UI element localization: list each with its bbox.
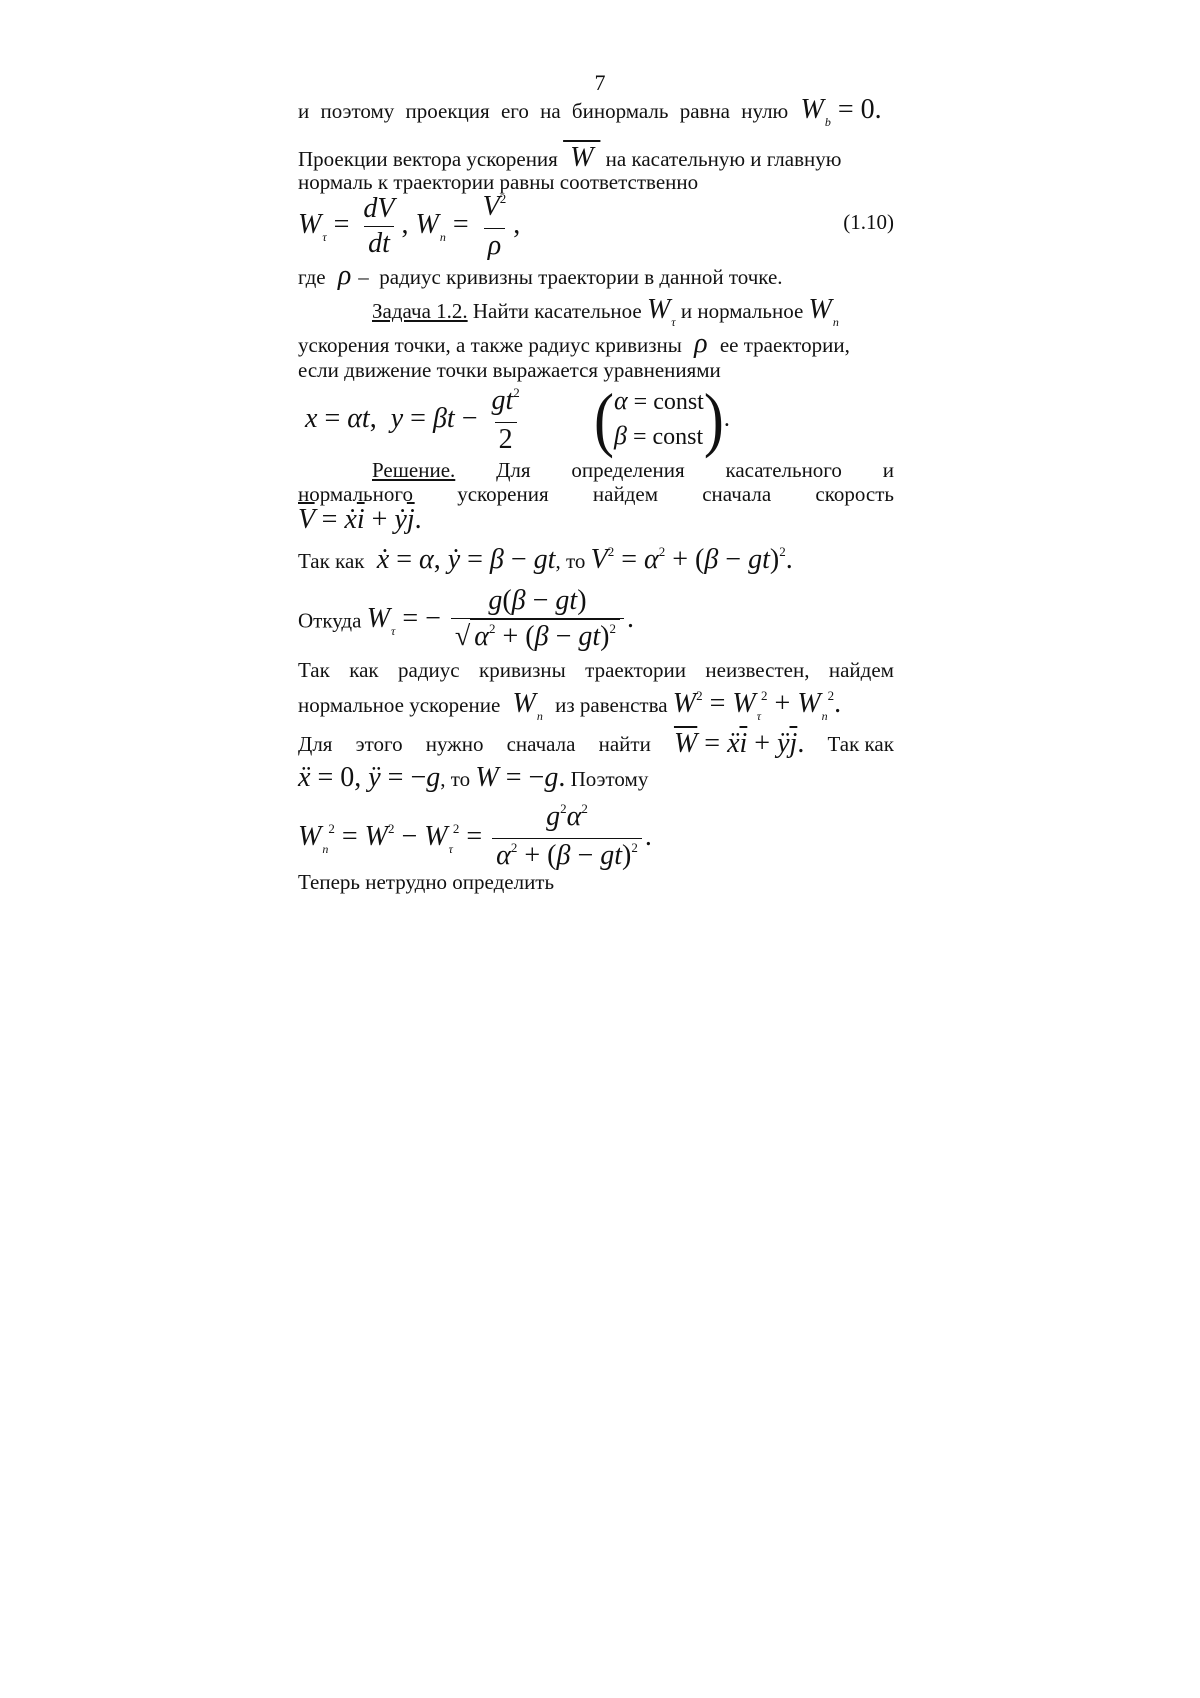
equation-1-10 [298, 190, 894, 260]
equation-motion [298, 379, 894, 459]
text: радиус кривизны траектории в данной точке. [379, 265, 783, 289]
formula: ẍ = 0, ÿ = −g [298, 762, 441, 793]
formula-wb: $W_b = 0$. [793, 94, 882, 129]
text: определения [571, 458, 685, 482]
text: этого [355, 732, 403, 756]
equation-number: (1.10) [843, 210, 894, 234]
text: если движение точки выражается уравнениями [298, 358, 721, 382]
text: Проекции вектора ускорения [298, 147, 558, 171]
text: Так [298, 658, 330, 682]
text: Для [298, 732, 333, 756]
constants-block: ( α = const β = const ) . [594, 379, 730, 459]
text: и [882, 458, 894, 482]
text: ускорения точки, а также радиус кривизны [298, 333, 682, 357]
line-radius-unknown [298, 656, 894, 684]
text: то [450, 767, 471, 791]
line-task [298, 296, 968, 328]
text: нужно [425, 732, 484, 756]
symbol-rho: ρ [687, 328, 715, 359]
text: найдем [592, 482, 658, 506]
text: из равенства [555, 693, 668, 717]
text: на касательную и главную [605, 147, 842, 171]
line-radius [298, 330, 894, 359]
text: где [298, 265, 326, 289]
task-label: Задача 1.2. [372, 299, 468, 323]
line-rho: где ρ – радиус кривизны траектории в данной точке. [298, 260, 783, 291]
text: нормаль к траектории равны соответственно [298, 170, 699, 194]
text: ее траектории, [719, 333, 850, 357]
text: найти [598, 732, 651, 756]
line-normal-accel [298, 690, 894, 722]
symbol-rho: ρ [330, 260, 359, 291]
formula: ẋ = α, ẏ = β − gt [369, 544, 556, 575]
formula: $W_n^2 = W^2 - W_\tau^2$ = $\frac{g^2\alpha^2}{\alpha^2 + (\beta - gt)^2}$ . [298, 821, 652, 852]
text: Для [496, 458, 531, 482]
formula-wtau-result [298, 584, 894, 654]
text: Найти касательное [472, 299, 642, 323]
symbol-wn: $W_n$ [808, 294, 839, 329]
line-derivatives: Так как ẋ = α, ẏ = β − gt, то $V^2 = \alpha^2 + (\beta - gt)^2$. [298, 544, 793, 575]
formula-wn-squared [298, 800, 894, 870]
text: то [565, 549, 586, 573]
text: и поэтому проекция его на бинормаль равна нулю [298, 99, 789, 123]
text: скорость [815, 482, 894, 506]
line-acceleration [298, 730, 894, 758]
symbol-wtau: $W_\tau$ [646, 294, 676, 329]
text: нормального [298, 482, 413, 506]
text: касательного [725, 458, 842, 482]
page-number: 7 [594, 70, 606, 95]
text: сначала [506, 732, 576, 756]
text: кривизны [479, 658, 566, 682]
text: Откуда [298, 608, 362, 633]
vector-w: W [563, 142, 601, 173]
line-binormal [298, 96, 894, 128]
text: Теперь нетрудно определить [298, 870, 555, 894]
formula: $\overline{V}$ = $ẋ\overline{i}$ + $ẏ\overline{j}$. [298, 504, 422, 535]
text: нормальное ускорение [298, 693, 501, 717]
text: Поэтому [570, 767, 649, 791]
formula: W = −g. [475, 762, 566, 793]
text: неизвестен, [705, 658, 810, 682]
text: сначала [702, 482, 772, 506]
text: радиус [398, 658, 460, 682]
text: Так как [827, 732, 894, 756]
text: Так как [298, 549, 365, 573]
text: ускорения [457, 482, 549, 506]
formula: $\overline{W}$ = $ẍ\overline{i}$ + $ÿ\overline{j}$. [673, 728, 805, 759]
formula: $W_\tau$ = − $\frac{g(\beta - gt)}{√ \alpha^2 + (\beta - gt)^2}$ . [367, 603, 634, 634]
text: найдем [828, 658, 894, 682]
line-second-derivatives: ẍ = 0, ÿ = −g, то W = −g. Поэтому [298, 762, 649, 793]
solution-label: Решение. [372, 458, 456, 482]
formula-wtau: $W_\tau$ = $\frac{dV}{dt}$ , $W_n$ = $\frac{V^2}{\rho}$ , [298, 191, 521, 261]
formula: $W_n$ [505, 688, 543, 723]
formula-velocity [298, 506, 894, 535]
formula-xy: x = αt, y = βt − $\frac{gt^2}{2}$ [298, 385, 520, 455]
text: и нормальное [680, 299, 804, 323]
text: const [653, 389, 704, 415]
formula: $W^2 = W_\tau^2 + W_n^2$. [672, 688, 842, 723]
line-conclusion [298, 868, 894, 896]
text: как [349, 658, 379, 682]
formula: $V^2 = \alpha^2 + (\beta - gt)^2$. [590, 544, 793, 575]
text: const [652, 424, 704, 450]
text: траектории [585, 658, 687, 682]
